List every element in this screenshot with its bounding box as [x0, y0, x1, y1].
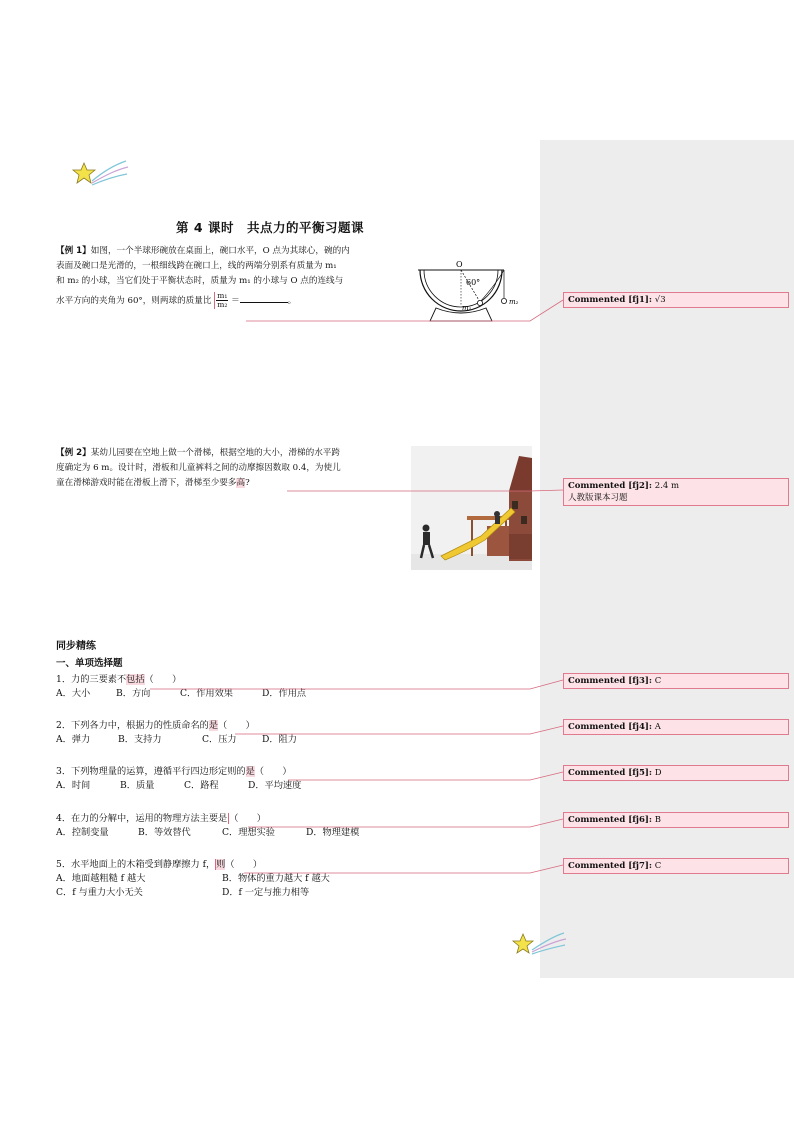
comment-3[interactable]: Commented [fj3]: C [563, 673, 789, 689]
option[interactable]: B．物体的重力越大 f 越大 [222, 873, 330, 884]
option[interactable]: D．平均速度 [248, 780, 302, 791]
option[interactable]: C．理想实验 [222, 827, 275, 838]
example-2-line: 童在滑梯游戏时能在滑板上滑下，滑梯至少要多 [56, 478, 237, 488]
period: 。 [287, 296, 297, 306]
example-2-line: 某幼儿园要在空地上做一个滑梯，根据空地的大小，滑梯的水平跨 [90, 448, 340, 458]
option[interactable]: C．压力 [202, 734, 237, 745]
option[interactable]: B．等效替代 [138, 827, 191, 838]
example-1-line: 表面及碗口是光滑的，一根细线跨在碗口上，线的两端分别系有质量为 m₁ [56, 261, 337, 271]
comment-anchor[interactable]: 是 [208, 720, 219, 731]
option[interactable]: B．方向 [116, 688, 151, 699]
question-mark: ? [245, 478, 250, 488]
comment-anchor[interactable]: 则 [216, 859, 226, 870]
comment-6[interactable]: Commented [fj6]: B [563, 812, 789, 828]
comment-anchor[interactable]: 包括 [126, 674, 145, 685]
comment-1[interactable]: Commented [fj1]: √3 [563, 292, 789, 308]
example-1-line: 水平方向的夹角为 60°，则两球的质量比 [56, 296, 212, 306]
option[interactable]: B．质量 [120, 780, 155, 791]
option[interactable]: A．时间 [56, 780, 91, 791]
section-subheading: 一、单项选择题 [56, 658, 123, 669]
option[interactable]: A．大小 [56, 688, 91, 699]
option[interactable]: D．物理建模 [306, 827, 360, 838]
option[interactable]: C．作用效果 [180, 688, 233, 699]
page-title: 第 4 课时 共点力的平衡习题课 [176, 220, 364, 235]
example-1-label: 【例 1】 [56, 246, 91, 256]
option[interactable]: A．弹力 [56, 734, 91, 745]
comment-7[interactable]: Commented [fj7]: C [563, 858, 789, 874]
option[interactable]: D．阻力 [262, 734, 297, 745]
comment-anchor[interactable]: 高 [236, 478, 246, 488]
question-1: 1．力的三要素不包括（ ） A．大小 B．方向 C．作用效果 D．作用点 [56, 674, 307, 699]
comment-5[interactable]: Commented [fj5]: D [563, 765, 789, 781]
m2-label: m₂ [509, 298, 519, 306]
equals-sign: ＝ [231, 296, 240, 306]
question-5: 5．水平地面上的木箱受到静摩擦力 f，则（ ） A．地面越粗糙 f 越大 B．物体的重力越大 f 越大 C．f 与重力大小无关 D．f 一定与推力相等 [56, 859, 330, 898]
option[interactable]: D．作用点 [262, 688, 307, 699]
mass-ratio-fraction: $\frac{\text{m₁}}{\text{m₂}}$ [214, 292, 228, 309]
comment-4[interactable]: Commented [fj4]: A [563, 719, 789, 735]
point-o-label: O [456, 260, 463, 269]
angle-label: 60° [466, 278, 481, 287]
section-heading: 同步精练 [56, 641, 96, 652]
question-4: 4．在力的分解中，运用的物理方法主要是 （ ） A．控制变量 B．等效替代 C．理想实验 D．物理建模 [56, 813, 360, 838]
example-2-line: 度确定为 6 m。设计时，滑板和儿童裤料之间的动摩擦因数取 0.4，为使儿 [56, 463, 341, 473]
m1-label: m₁ [462, 304, 472, 312]
option[interactable]: D．f 一定与推力相等 [222, 887, 310, 898]
option[interactable]: B．支持力 [118, 734, 162, 745]
example-1-line: 如图，一个半球形碗放在桌面上，碗口水平，O 点为其球心，碗的内 [90, 246, 350, 256]
option[interactable]: A．控制变量 [56, 827, 109, 838]
option[interactable]: A．地面越粗糙 f 越大 [56, 873, 146, 884]
question-2: 2．下列各力中，根据力的性质命名的是（ ） A．弹力 B．支持力 C．压力 D．阻力 [56, 720, 297, 745]
comment-anchor[interactable]: 是 [245, 766, 255, 777]
option[interactable]: C．f 与重力大小无关 [56, 887, 143, 898]
example-1-line: 和 m₂ 的小球，当它们处于平衡状态时，质量为 m₁ 的小球与 O 点的连线与 [56, 276, 344, 286]
question-3: 3．下列物理量的运算，遵循平行四边形定则的是（ ） A．时间 B．质量 C．路程 D．平均速度 [56, 766, 302, 791]
comment-2[interactable]: Commented [fj2]: 2.4 m 人教版课本习题 [563, 478, 789, 506]
option[interactable]: C．路程 [184, 780, 219, 791]
example-2-label: 【例 2】 [56, 448, 91, 458]
